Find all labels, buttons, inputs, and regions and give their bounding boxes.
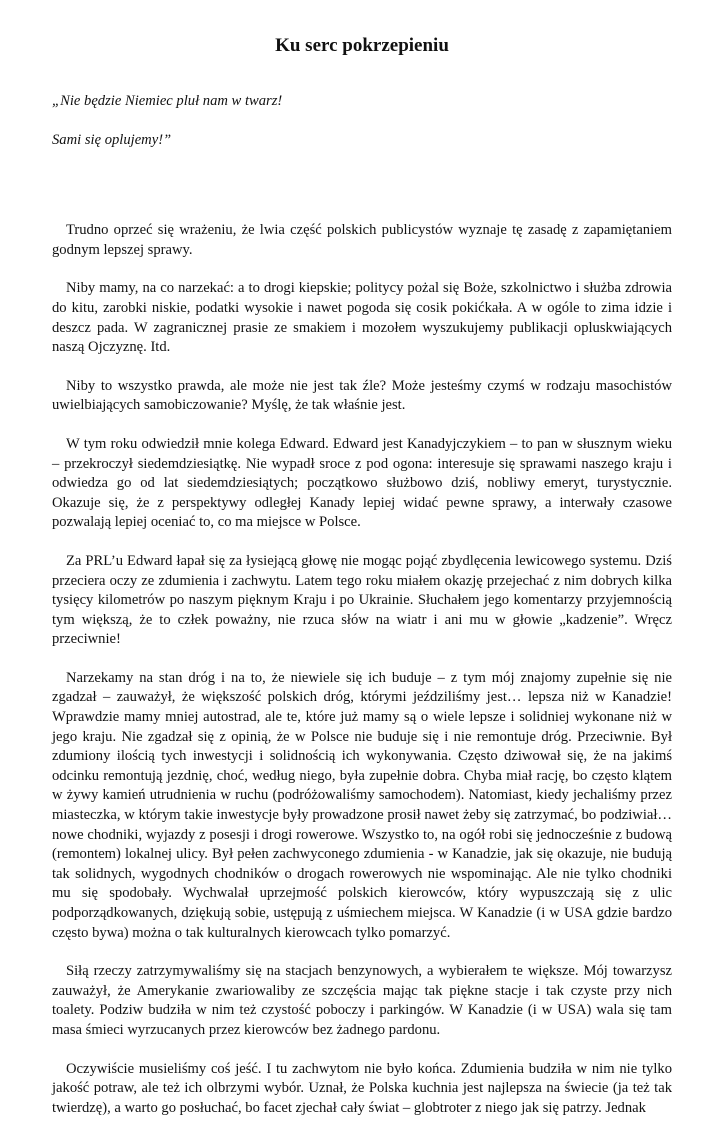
- paragraph-1: Trudno oprzeć się wrażeniu, że lwia część polskich publicystów wyznaje tę zasadę z zapamiętaniem godnym lepszej sprawy.: [52, 222, 672, 258]
- page-title: Ku serc pokrzepieniu: [275, 35, 449, 56]
- paragraph-8: Oczywiście musieliśmy coś jeść. I tu zachwytom nie było końca. Zdumienia budziła w nim nie tylko jakość potraw, ale też ich olbrzymi wybór. Uznał, że Polska kuchnia jest najlepsza na świecie (ja też tak twierdzę), a warto go posłuchać, bo facet zjechał cały świat – globtroter z niego jak się patrzy. Jednak: [52, 1060, 672, 1116]
- paragraph-3: Niby to wszystko prawda, ale może nie jest tak źle? Może jesteśmy czymś w rodzaju masochistów uwielbiających samobiczowanie? Myślę, że tak właśnie jest.: [52, 377, 672, 414]
- paragraph-4: W tym roku odwiedził mnie kolega Edward. Edward jest Kanadyjczykiem – to pan w słusznym wieku – przekroczył siedemdziesiątkę. Nie wypadł sroce z pod ogona: interesuje się sprawami naszego kraju i odwiedza go od lat siedemdziesiątych; początkowo służbowo dziś, nobliwy emeryt, turystycznie. Okazuje się, że z perspektywy odległej Kanady lepiej widać pewne sprawy, a interwały czasowe pozwalają lepiej oceniać to, co ma miejsce w Polsce.: [52, 435, 672, 531]
- motto-line-2: Sami się oplujemy!”: [52, 131, 172, 148]
- document-page: [52, 34, 672, 1137]
- motto-line-1: „Nie będzie Niemiec pluł nam w twarz!: [52, 93, 283, 109]
- paragraph-7: Siłą rzeczy zatrzymywaliśmy się na stacjach benzynowych, a wybierałem te większe. Mój towarzysz zauważył, że Amerykanie zwariowaliby ze szczęścia mając tak piękne stacje i tak czyste przy nich toalety. Podziw budziła w nim też czystość poboczy i parkingów. W Kanadzie (i w USA) wala się tam masa śmieci wyrzucanych przez kierowców bez żadnego pardonu.: [52, 963, 672, 1038]
- paragraph-6: Narzekamy na stan dróg i na to, że niewiele się ich buduje – z tym mój znajomy zupełnie się nie zgadzał – zauważył, że większość polskich dróg, którymi jeździliśmy jest… lepsza niż w Kanadzie! Wprawdzie mamy mniej autostrad, ale te, które już mamy są o wiele lepsze i solidniej wykonane niż w jego kraju. Nie zgadzał się z opinią, że w Polsce nie buduje się i nie remontuje dróg. Przeciwnie. Był zdumiony ilością tych inwestycji i solidnością ich wykonywania. Często dziwował się, że na jakimś odcinku remontują jezdnię, choć, według niego, była zupełnie dobra. Chyba miał rację, bo często klątem w żywy kamień utrudnienia w ruchu (podróżowaliśmy samochodem). Natomiast, kiedy jechaliśmy przez miasteczka, w którym takie inwestycje były prowadzone prosił nawet żeby się zatrzymać, bo podziwiał… nowe chodniki, wyjazdy z posesji i drogi rowerowe. Wszystko to, na ogół robi się jednocześnie z budową (remontem) lokalnej ulicy. Był pełen zachwyconego zdumienia - w Kanadzie, jak się okazuje, nie budują tak solidnych, wygodnych chodników o drogach rowerowych nie wspominając. Ale nie tylko chodniki mu się spodobały. Wychwalał uprzejmość polskich kierowców, który wypuszczają się z ulic podporządkowanych, dziękują sobie, ustępują z uśmiechem miejsca. W Kanadzie (i w USA gdzie bardzo często bywa) można o tak kulturalnych kierowcach tylko pomarzyć.: [52, 669, 672, 941]
- paragraph-5: Za PRL’u Edward łapał się za łysiejącą głowę nie mogąc pojąć zbydlęcenia lewicowego systemu. Dziś przeciera oczy ze zdumienia i zachwytu. Latem tego roku miałem okazję przejechać z nim dobrych kilka tysięcy kilometrów po naszym pięknym Kraju i po Ukrainie. Słuchałem jego komentarzy przyjemnością tym większą, że to człek poważny, nie rzuca słów na wiatr i ani mu w głowie „kadzenie”. Wręcz przeciwnie!: [52, 552, 672, 648]
- spacer: [52, 169, 672, 221]
- paragraph-2: Niby mamy, na co narzekać: a to drogi kiepskie; politycy pożal się Boże, szkolnictwo i służba zdrowia do kitu, zarobki niskie, podatki wysokie i nawet pogoda się cosik pokićkała. A w ogóle to zima idzie i deszcz pada. W zagranicznej prasie ze smakiem i mozołem wyszukujemy publikacji opluskwiających naszą Ojczyznę. Itd.: [52, 280, 672, 356]
